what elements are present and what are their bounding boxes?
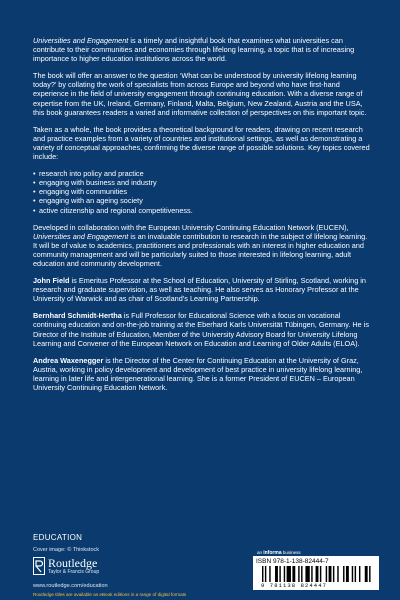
routledge-logo	[33, 556, 193, 578]
overview-paragraph: Taken as a whole, the book provides a theoretical background for readers, drawing on recent research and practice examples from a variety of countries and institutional settings, as well as demonstrating a variety of conceptual approaches, confirming the diverse range of possible solutions. Key topics covered include:	[33, 124, 370, 162]
list-item: • engaging with communities	[33, 187, 373, 196]
list-item: • engaging with an ageing society	[33, 196, 373, 205]
author-name: Andrea Waxenegger	[33, 355, 104, 365]
informa-badge: an informa business	[257, 550, 301, 556]
routledge-mark-icon	[33, 557, 45, 575]
list-item: • research into policy and practice	[33, 169, 373, 178]
question-paragraph: The book will offer an answer to the question ‘What can be understood by university lifelong learning today?’ by collating the work of specialists from across Europe and beyond who have first-hand experience in the field of university engagement through continuing education. With a diverse range of expertise from the UK, Ireland, Germany, Finland, Malta, Belgium, New Zealand, Austria and the USA, this book guarantees readers a varied and informative collection of perspectives on this important topic.	[33, 71, 367, 117]
ebook-note: Routledge titles are available as eBook editions in a range of digital formats	[33, 592, 187, 597]
intro-paragraph: Universities and Engagement is a timely and insightful book that examines what universities can contribute to their communities and economies through lifelong learning, a topic that is of increasing importance to higher education institutions across the world.	[33, 36, 355, 64]
list-item: • engaging with business and industry	[33, 178, 373, 187]
book-title: Universities and Engagement	[33, 36, 129, 45]
barcode-icon	[262, 566, 372, 582]
author-bio: Andrea Waxenegger is the Director of the Center for Continuing Education at the University of Graz, Austria, working in policy development and development of best practice in university lifelong learning, learning in later life and intergenerational learning. She is a former President of EUCEN – European University Continuing Education Network.	[33, 355, 363, 392]
back-cover-text	[33, 36, 373, 400]
informa-brand: informa	[263, 550, 282, 556]
isbn-label: ISBN 978-1-138-82444-7	[256, 558, 329, 565]
author-name: Bernhard Schmidt-Hertha	[33, 311, 122, 321]
author-bio: John Field is Emeritus Professor at the School of Education, University of Stirling, Scotland, working in research and graduate supervision, as well as teaching. He also serves as Honorary Professor at the University of Warwick and as chair of Scotland’s Learning Partnership.	[33, 276, 366, 304]
key-topics-list	[33, 169, 373, 214]
book-title: Universities and Engagement	[33, 231, 129, 241]
publisher-website: www.routledge.com/education	[33, 583, 108, 589]
author-name: John Field	[33, 276, 70, 286]
collaboration-paragraph: Developed in collaboration with the European University Continuing Education Network (EUCEN), Universities and Engagement is an invaluable contribution to research in the subject of lifelong learning. It will be of value to academics, practitioners and professionals with an interest in higher education and community management and will be particularly suited to those interested in lifelong learning, adult education and community development.	[33, 222, 368, 268]
publisher-name: Routledge	[48, 556, 98, 570]
subject-category: EDUCATION	[33, 533, 83, 542]
cover-credit: Cover image: © Thinkstock	[33, 547, 100, 553]
barcode-number: 9 781138 824447	[261, 582, 328, 589]
author-bio: Bernhard Schmidt-Hertha is Full Professor for Educational Science with a focus on vocational continuing education and on-the-job training at the Eberhard Karls Universität Tübingen, Germany. He is Director of the Institute of Education, Member of the University Advisory Board for University Lifelong Learning and Convener of the European Network on Education and Learning of Older Adults (ELOA).	[33, 311, 369, 348]
publisher-tagline: Taylor & Francis Group	[48, 569, 100, 575]
list-item: • active citizenship and regional competitiveness.	[33, 206, 373, 215]
